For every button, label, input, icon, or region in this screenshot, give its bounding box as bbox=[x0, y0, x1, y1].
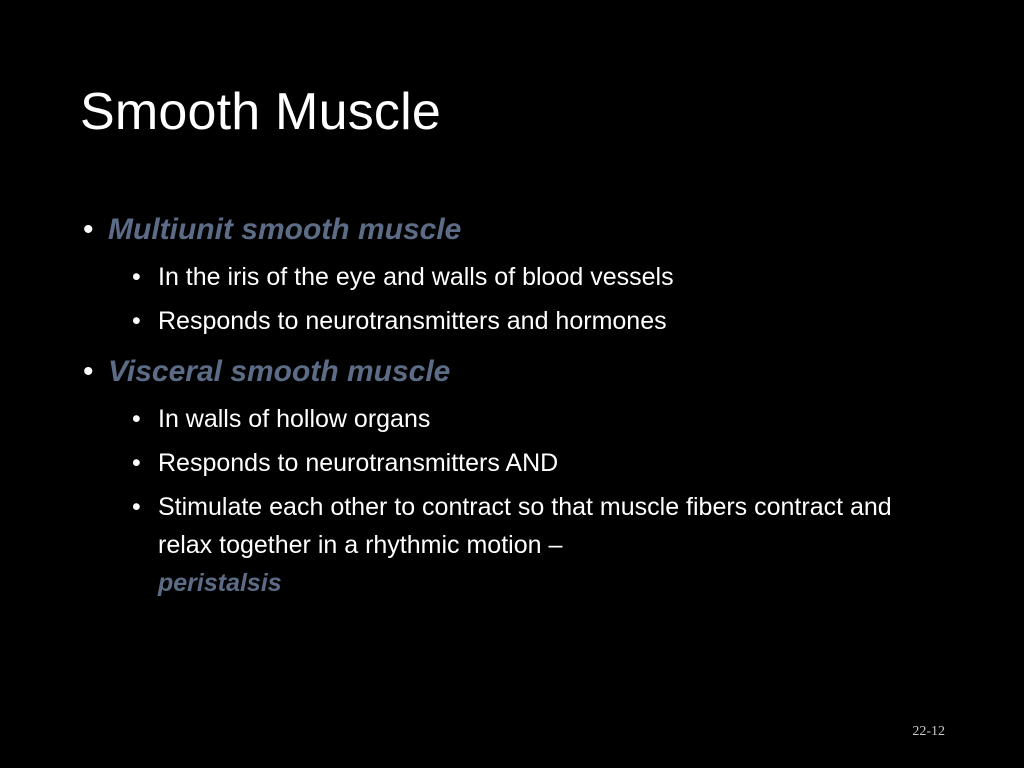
emphasis-term-peristalsis: peristalsis bbox=[158, 569, 282, 597]
slide-title: Smooth Muscle bbox=[80, 83, 441, 141]
section-heading-visceral bbox=[80, 350, 940, 394]
list-item-text: Responds to neurotransmitters AND bbox=[158, 449, 559, 477]
list-item bbox=[80, 258, 940, 296]
list-item bbox=[80, 302, 940, 340]
section-heading-multiunit bbox=[80, 208, 940, 252]
bullet-icon: • bbox=[132, 493, 141, 521]
bullet-icon: • bbox=[132, 405, 141, 433]
list-item-text: Responds to neurotransmitters and hormones bbox=[158, 307, 667, 335]
section-heading-text: Visceral smooth muscle bbox=[108, 355, 451, 388]
bullet-icon: • bbox=[132, 307, 141, 335]
list-item bbox=[80, 444, 940, 482]
bullet-icon: • bbox=[132, 449, 141, 477]
slide-content bbox=[80, 208, 940, 602]
list-item-text: In the iris of the eye and walls of blood vessels bbox=[158, 263, 674, 291]
bullet-icon: • bbox=[132, 263, 141, 291]
list-item bbox=[80, 400, 940, 438]
bullet-icon: • bbox=[83, 213, 94, 246]
list-item-text: In walls of hollow organs bbox=[158, 405, 431, 433]
list-item bbox=[80, 488, 940, 602]
bullet-icon: • bbox=[83, 355, 94, 388]
slide-number: 22-12 bbox=[912, 724, 945, 739]
list-item-text: Stimulate each other to contract so that muscle fibers contract and relax together in a rhythmic motion – bbox=[158, 493, 892, 559]
section-heading-text: Multiunit smooth muscle bbox=[108, 213, 462, 246]
